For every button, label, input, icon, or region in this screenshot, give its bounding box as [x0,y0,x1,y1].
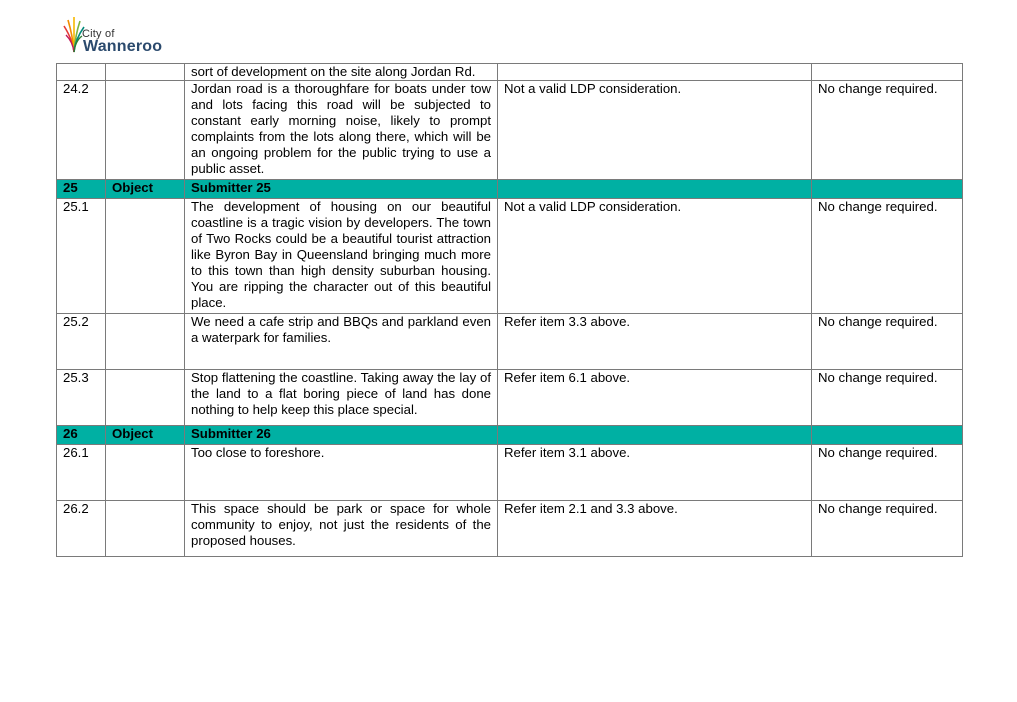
submissions-table [56,63,963,557]
response-cell: Refer item 6.1 above. [498,370,812,426]
action-cell [812,64,963,81]
action-cell: No change required. [812,314,963,370]
action-cell [812,180,963,199]
response-cell: Not a valid LDP consideration. [498,81,812,180]
action-cell: No change required. [812,199,963,314]
comment-cell: Stop flattening the coastline. Taking away the lay of the land to a flat boring piece of land has done nothing to help keep this place special. [185,370,498,426]
table-row [57,199,963,314]
table-row [57,370,963,426]
comment-cell: Too close to foreshore. [185,445,498,501]
response-cell [498,64,812,81]
comment-cell: sort of development on the site along Jordan Rd. [185,64,498,81]
action-cell: No change required. [812,370,963,426]
response-cell [498,426,812,445]
action-cell: No change required. [812,501,963,557]
comment-cell: Jordan road is a thoroughfare for boats under tow and lots facing this road will be subjected to constant early morning noise, likely to prompt complaints from the lots along there, which will be an ongoing problem for the public trying to use a public asset. [185,81,498,180]
position-cell [106,501,185,557]
submitter-header-row [57,180,963,199]
item-number-cell [57,64,106,81]
position-cell [106,64,185,81]
action-cell: No change required. [812,81,963,180]
position-cell [106,370,185,426]
item-number-cell: 25 [57,180,106,199]
submitter-header-row [57,426,963,445]
comment-cell: Submitter 25 [185,180,498,199]
comment-cell: The development of housing on our beautiful coastline is a tragic vision by developers. The town of Two Rocks could be a beautiful tourist attraction like Byron Bay in Queensland bringing much more to this town than high density suburban housing. You are ripping the character out of this beautiful place. [185,199,498,314]
city-of-wanneroo-logo [62,14,172,58]
item-number-cell: 26 [57,426,106,445]
logo-city-of: City of [82,28,115,40]
comment-cell: Submitter 26 [185,426,498,445]
comment-cell: This space should be park or space for whole community to enjoy, not just the residents of the proposed houses. [185,501,498,557]
response-cell [498,180,812,199]
position-cell [106,81,185,180]
table-row [57,501,963,557]
table-row [57,64,963,81]
comment-cell: We need a cafe strip and BBQs and parkland even a waterpark for families. [185,314,498,370]
position-cell: Object [106,180,185,199]
submissions-table-body [57,64,963,557]
response-cell: Not a valid LDP consideration. [498,199,812,314]
position-cell [106,314,185,370]
item-number-cell: 25.3 [57,370,106,426]
item-number-cell: 25.1 [57,199,106,314]
position-cell [106,445,185,501]
response-cell: Refer item 3.1 above. [498,445,812,501]
position-cell: Object [106,426,185,445]
item-number-cell: 26.1 [57,445,106,501]
action-cell [812,426,963,445]
table-row [57,445,963,501]
item-number-cell: 25.2 [57,314,106,370]
item-number-cell: 26.2 [57,501,106,557]
position-cell [106,199,185,314]
logo-wanneroo: Wanneroo [83,38,163,55]
table-row [57,81,963,180]
response-cell: Refer item 2.1 and 3.3 above. [498,501,812,557]
item-number-cell: 24.2 [57,81,106,180]
response-cell: Refer item 3.3 above. [498,314,812,370]
table-row [57,314,963,370]
action-cell: No change required. [812,445,963,501]
